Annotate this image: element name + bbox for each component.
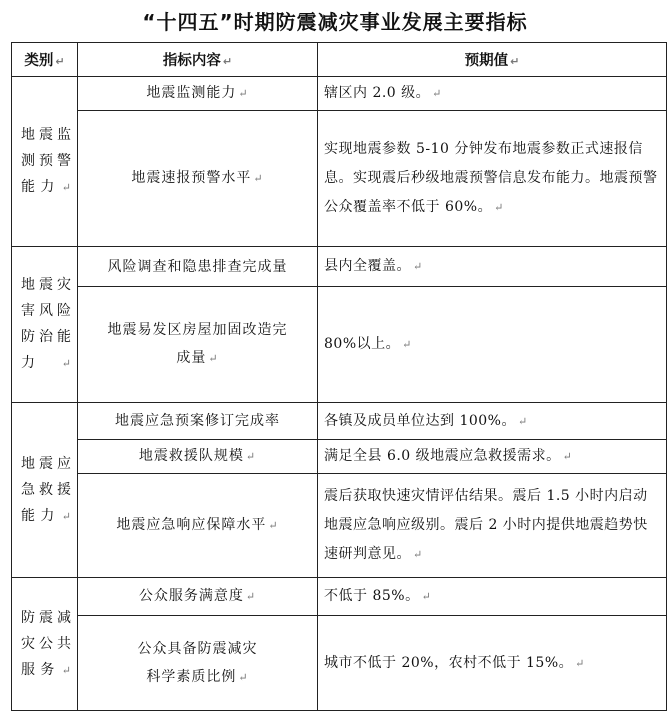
indicator-cell: 地震救援队规模 ↵ <box>78 440 318 474</box>
table-header-row <box>12 43 667 77</box>
table-row <box>12 474 667 578</box>
target-cell: 满足全县 6.0 级地震应急救援需求。 ↵ <box>318 440 667 474</box>
category-cell: 地震监测预警能力 ↵ <box>12 77 78 247</box>
category-cell: 地震应急救援能力 ↵ <box>12 403 78 578</box>
category-cell: 防震减灾公共服务 ↵ <box>12 578 78 711</box>
table-row <box>12 440 667 474</box>
target-cell: 各镇及成员单位达到 100%。 ↵ <box>318 403 667 440</box>
table-row <box>12 111 667 247</box>
target-cell: 80%以上。 ↵ <box>318 287 667 403</box>
header-indicator: 指标内容 ↵ <box>78 43 318 77</box>
target-cell: 城市不低于 20%，农村不低于 15%。 ↵ <box>318 616 667 711</box>
target-cell: 不低于 85%。 ↵ <box>318 578 667 616</box>
indicator-cell: 地震监测能力 ↵ <box>78 77 318 111</box>
table-row <box>12 616 667 711</box>
target-cell: 震后获取快速灾情评估结果。震后 1.5 小时内启动地震应急响应级别。震后 2 小时内提供地震趋势快速研判意见。 ↵ <box>318 474 667 578</box>
table-row <box>12 77 667 111</box>
indicator-cell: 地震应急响应保障水平 ↵ <box>78 474 318 578</box>
target-cell: 县内全覆盖。 ↵ <box>318 247 667 287</box>
header-category: 类别 ↵ <box>12 43 78 77</box>
indicator-table <box>11 42 667 711</box>
indicator-cell: 地震应急预案修订完成率 <box>78 403 318 440</box>
table-row <box>12 403 667 440</box>
document-title: “十四五”时期防震减灾事业发展主要指标 <box>142 10 528 34</box>
indicator-cell: 公众服务满意度 ↵ <box>78 578 318 616</box>
indicator-cell: 地震速报预警水平 ↵ <box>78 111 318 247</box>
table-row <box>12 287 667 403</box>
header-target: 预期值 ↵ <box>318 43 667 77</box>
target-cell: 辖区内 2.0 级。 ↵ <box>318 77 667 111</box>
indicator-cell: 地震易发区房屋加固改造完成量 ↵ <box>78 287 318 403</box>
table-row <box>12 578 667 616</box>
category-cell: 地震灾害风险防治能力 ↵ <box>12 247 78 403</box>
indicator-cell: 风险调查和隐患排查完成量 <box>78 247 318 287</box>
target-cell: 实现地震参数 5-10 分钟发布地震参数正式速报信息。实现震后秒级地震预警信息发布能力。地震预警公众覆盖率不低于 60%。 ↵ <box>318 111 667 247</box>
table-row <box>12 247 667 287</box>
indicator-cell: 公众具备防震减灾科学素质比例 ↵ <box>78 616 318 711</box>
